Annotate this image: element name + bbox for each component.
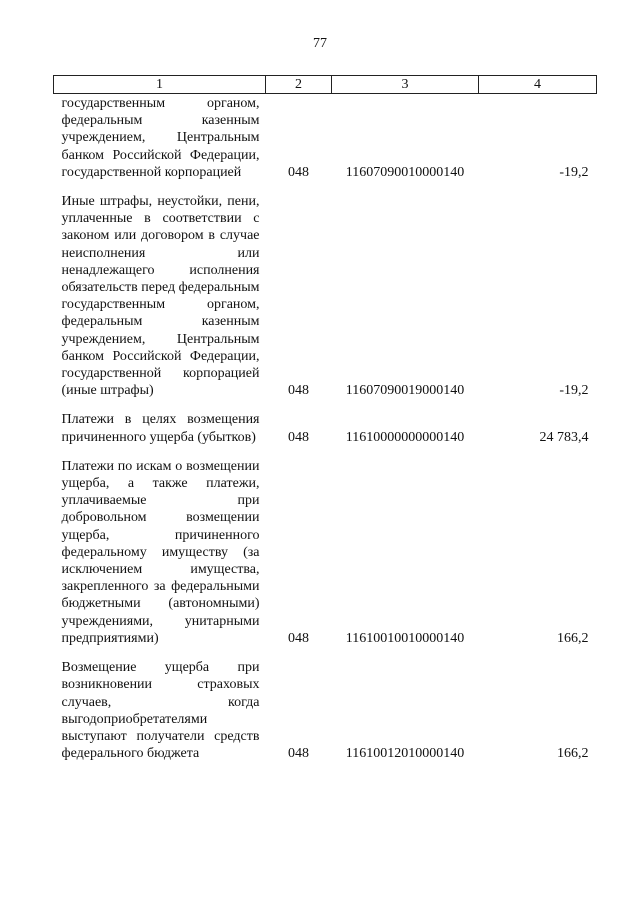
row-admin-code: 048 <box>288 164 309 180</box>
row-name: государственным органом, федеральным казенным учреждением, Центральным банком Российской Федерации, государственной корпорацией <box>61 96 260 180</box>
table-row <box>54 659 597 762</box>
page-number: 77 <box>313 36 327 51</box>
table-row <box>54 94 597 194</box>
row-budget-code: 11610000000000140 <box>345 429 465 445</box>
row-admin-code: 048 <box>288 630 309 646</box>
table-header-row <box>54 76 597 94</box>
row-budget-code: 11607090019000140 <box>345 383 465 399</box>
row-admin-code: 048 <box>288 429 309 445</box>
column-header-3: 3 <box>332 76 479 94</box>
row-name: Платежи в целях возмещения причиненного ущерба (убытков) <box>61 412 260 445</box>
row-budget-code: 11610010010000140 <box>345 630 465 646</box>
column-header-2: 2 <box>266 76 332 94</box>
row-amount: 166,2 <box>557 746 589 762</box>
table-row <box>54 458 597 659</box>
table-row <box>54 193 597 411</box>
budget-revenue-table <box>53 75 597 762</box>
row-amount: 24 783,4 <box>539 429 589 445</box>
row-admin-code: 048 <box>288 383 309 399</box>
column-header-1: 1 <box>54 76 266 94</box>
row-name: Иные штрафы, неустойки, пени, уплаченные в соответствии с законом или договором в случае неисполнения или ненадлежащего исполнения обязательств перед федеральным государственным органом, федеральным казенным учреждением, Центральным банком Российской Федерации, государственной корпорацией (иные штрафы) <box>61 194 260 399</box>
row-name: Платежи по искам о возмещении ущерба, а также платежи, уплачиваемые при добровольном возмещении ущерба, причиненного федеральному имуществу (за исключением имущества, закрепленного за федеральными бюджетными (автономными) учреждениями, унитарными предприятиями) <box>61 458 260 646</box>
column-header-4: 4 <box>479 76 597 94</box>
row-budget-code: 11607090010000140 <box>345 164 465 180</box>
row-amount: -19,2 <box>559 164 589 180</box>
row-amount: -19,2 <box>559 383 589 399</box>
row-budget-code: 11610012010000140 <box>345 746 465 762</box>
table-row <box>54 411 597 457</box>
row-admin-code: 048 <box>288 746 309 762</box>
row-amount: 166,2 <box>557 630 589 646</box>
row-name: Возмещение ущерба при возникновении страховых случаев, когда выгодоприобретателями выступают получатели средств федерального бюджета <box>61 660 260 762</box>
